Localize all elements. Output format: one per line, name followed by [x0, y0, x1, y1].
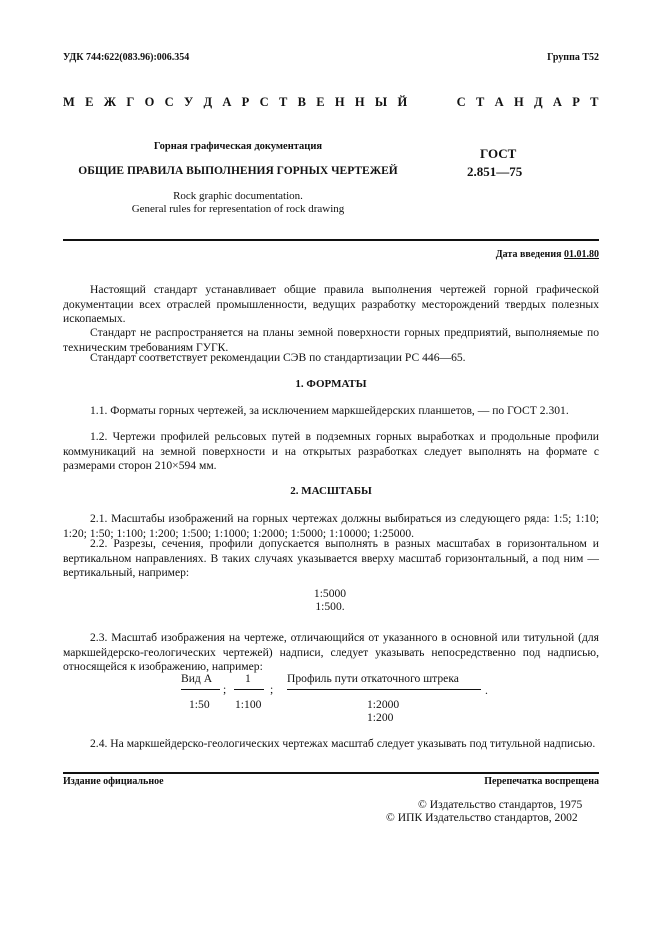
fraction-2-bottom: 1:100	[235, 698, 262, 711]
title-main: ОБЩИЕ ПРАВИЛА ВЫПОЛНЕНИЯ ГОРНЫХ ЧЕРТЕЖЕЙ	[78, 165, 398, 177]
fraction-2-top: 1	[245, 672, 251, 685]
footer-official-edition: Издание официальное	[63, 776, 164, 787]
fraction-3-line	[287, 689, 481, 690]
fraction-1-top: Вид А	[181, 672, 213, 685]
section-2-heading: 2. МАСШТАБЫ	[290, 485, 372, 497]
example-1-bottom: 1:500.	[315, 600, 345, 613]
intro-paragraph-2: Стандарт не распространяется на планы земной поверхности горных предприятий, выполняемые по техническим требованиям ГУГК.	[63, 326, 599, 354]
title-divider	[63, 239, 599, 241]
intro-paragraph-3: Стандарт соответствует рекомендации СЭВ по стандартизации РС 446—65.	[90, 351, 466, 364]
fraction-separator-1: ;	[223, 683, 227, 696]
section-1-paragraph-2: 1.2. Чертежи профилей рельсовых путей в подземных горных выработках и продольные профили коммуникаций на земной поверхности и на открытых разработках следует выполнять на формате с размерами сторон 210×594 мм.	[63, 430, 599, 472]
section-2-paragraph-4: 2.4. На маркшейдерско-геологических чертежах масштаб следует указывать под титульной надписью.	[90, 737, 596, 750]
title-en-line2: General rules for representation of rock drawing	[131, 203, 345, 215]
group-code: Группа Т52	[547, 52, 599, 63]
title-subtitle: Горная графическая документация	[153, 141, 323, 152]
gost-label: ГОСТ	[480, 146, 517, 161]
section-1-paragraph-1: 1.1. Форматы горных чертежей, за исключением маркшейдерских планшетов, — по ГОСТ 2.301.	[90, 404, 569, 417]
gost-number: 2.851—75	[467, 164, 523, 179]
fraction-3-bottom-2: 1:200	[367, 711, 394, 724]
section-2-paragraph-3: 2.3. Масштаб изображения на чертеже, отличающийся от указанного в основной или титульной (для маркшейдерско-геологических чертежей) надписи, следует указывать непосредственно под надписью, относящейся к изображению, например:	[63, 631, 599, 673]
fraction-3-bottom-1: 1:2000	[367, 698, 400, 711]
fraction-1-bottom: 1:50	[189, 698, 210, 711]
introduction-date-value: 01.01.80	[564, 249, 599, 260]
udk-code: УДК 744:622(083.96):006.354	[63, 52, 190, 63]
fraction-1-line	[181, 689, 220, 690]
fraction-end-period: .	[485, 684, 488, 697]
section-1-heading: 1. ФОРМАТЫ	[295, 378, 367, 390]
section-2-paragraph-1: 2.1. Масштабы изображений на горных чертежах должны выбираться из следующего ряда: 1:5; 1:10; 1:20; 1:50; 1:100; 1:200; 1:500; 1:1000; 1:2000; 1:5000; 1:10000; 1:25000.	[63, 512, 599, 540]
example-1-top: 1:5000	[313, 587, 347, 600]
copyright-line-1: © Издательство стандартов, 1975	[418, 798, 583, 811]
footer-divider	[63, 772, 599, 774]
footer-reprint-prohibited: Перепечатка воспрещена	[484, 776, 599, 787]
fraction-separator-2: ;	[270, 683, 274, 696]
standard-banner: М Е Ж Г О С У Д А Р С Т В Е Н Н Ы Й С Т А Н Д А Р Т	[63, 95, 599, 109]
copyright-line-2: © ИПК Издательство стандартов, 2002	[386, 811, 578, 824]
introduction-date	[496, 249, 599, 260]
fraction-3-top: Профиль пути откаточного штрека	[287, 672, 459, 685]
title-en-line1: Rock graphic documentation.	[173, 190, 303, 202]
intro-paragraph-1: Настоящий стандарт устанавливает общие правила выполнения чертежей горной графической документации всех отраслей промышленности, ведущих разработку месторождений твердых полезных ископаемых.	[63, 283, 599, 325]
introduction-date-label: Дата введения	[495, 249, 562, 260]
section-2-paragraph-2: 2.2. Разрезы, сечения, профили допускается выполнять в разных масштабах в горизонтальном и вертикальном направлениях. В таких случаях указывается вверху масштаб горизонтальный, а под ним — вертикальный, например:	[63, 537, 599, 579]
fraction-2-line	[234, 689, 264, 690]
